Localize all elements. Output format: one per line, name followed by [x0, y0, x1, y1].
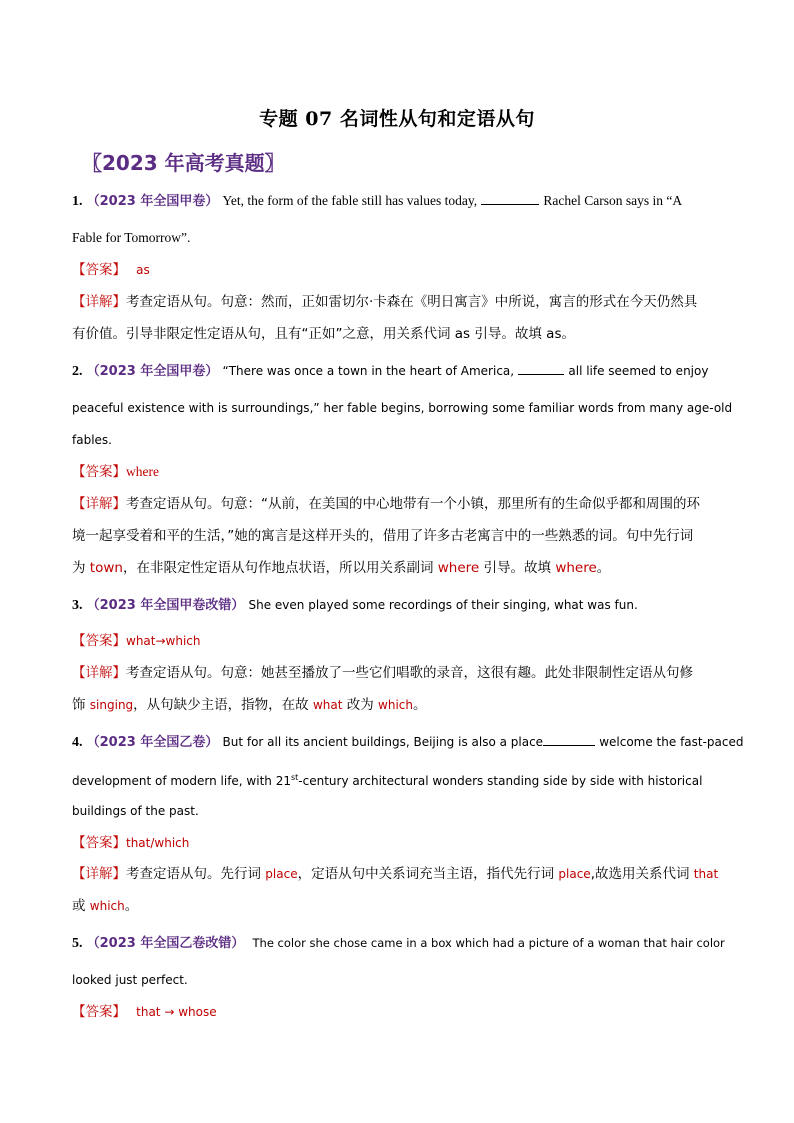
question-number: 3.	[72, 598, 83, 613]
question-source: （2023 年全国乙卷）	[86, 735, 219, 750]
keyword: what	[312, 698, 343, 712]
question-text: development of modern life, with 21	[72, 774, 291, 788]
answer-label: 【答案】	[72, 262, 126, 278]
keyword: place	[265, 867, 298, 881]
question-text: But for all its ancient buildings, Beijing is also a place	[222, 735, 544, 749]
question-text: Yet, the form of the fable still has values today,	[222, 193, 478, 208]
section-header: 〖2023 年高考真题〗	[82, 151, 285, 175]
question-number: 5.	[72, 936, 83, 951]
detail-label: 【详解】	[72, 496, 126, 512]
detail-text: 考查定语从句。句意：她甚至播放了一些它们唱歌的录音，这很有趣。此处非限制性定语从句修	[126, 665, 693, 681]
detail-line	[72, 696, 732, 714]
detail-label: 【详解】	[72, 294, 126, 310]
question-number: 2.	[72, 364, 83, 379]
answer-value: that → whose	[136, 1005, 217, 1019]
detail-line	[72, 495, 732, 513]
keyword: where	[437, 560, 480, 576]
detail-text: ，从句缺少主语，指物，在故	[133, 697, 309, 713]
detail-text: 引导。故填	[483, 560, 552, 576]
question-number: 4.	[72, 735, 83, 750]
detail-label: 【详解】	[72, 866, 126, 882]
page-title: 专题 07 名词性从句和定语从句	[259, 108, 535, 130]
question-number: 1.	[72, 194, 83, 209]
detail-text: 饰	[72, 697, 86, 713]
detail-text: 考查定语从句。句意：然而，正如雷切尔·卡森在《明日寓言》中所说，寓言的形式在今天仍然具	[126, 294, 698, 310]
keyword: which	[378, 698, 414, 712]
keyword: which	[89, 899, 125, 913]
question-source: （2023 年全国乙卷改错）	[86, 936, 245, 951]
keyword: place	[558, 867, 591, 881]
question-text: Rachel Carson says in “A	[543, 193, 683, 208]
question-text: Fable for Tomorrow”.	[72, 230, 191, 245]
detail-text: 有价值。引导非限定性定语从句，且有“正如”之意，用关系代词 as 引导。故填 as。	[72, 326, 575, 342]
detail-text: ，定语从句中关系词充当主语，指代先行词	[297, 866, 555, 882]
answer-value: what→which	[126, 634, 201, 648]
answer-value: where	[126, 464, 159, 479]
superscript: st	[290, 773, 299, 782]
question-3-stem	[72, 596, 732, 615]
question-1-stem	[72, 192, 732, 211]
answer-label: 【答案】	[72, 464, 126, 480]
answer-value: as	[136, 263, 150, 277]
question-text: all life seemed to enjoy	[568, 364, 709, 378]
question-source: （2023 年全国甲卷）	[86, 364, 219, 379]
question-text: She even played some recordings of their singing, what was fun.	[248, 598, 638, 612]
question-text: welcome the fast-paced	[599, 735, 744, 749]
answer-label: 【答案】	[72, 633, 126, 649]
question-2-stem	[72, 362, 732, 381]
detail-text: 或	[72, 898, 86, 914]
detail-text: ，在非限定性定语从句作地点状语，所以用关系副词	[122, 560, 434, 576]
answer-line	[72, 1003, 732, 1022]
question-text: fables.	[72, 433, 112, 447]
detail-line	[72, 897, 732, 915]
question-source: （2023 年全国甲卷改错）	[86, 598, 245, 613]
answer-blank	[543, 733, 595, 746]
answer-line	[72, 261, 732, 280]
detail-text: 。	[124, 898, 139, 914]
detail-text: 。	[596, 560, 611, 576]
keyword: town	[89, 560, 123, 576]
question-5-stem	[72, 934, 732, 953]
keyword: where	[555, 560, 597, 576]
answer-line	[72, 463, 732, 482]
question-text: peaceful existence with is surroundings,” her fable begins, borrowing some familiar words from many age-old	[72, 401, 733, 415]
detail-line	[72, 559, 732, 577]
answer-line	[72, 834, 732, 853]
question-text: buildings of the past.	[72, 804, 199, 818]
question-text-line	[72, 769, 732, 790]
detail-line	[72, 664, 732, 682]
question-text: The color she chose came in a box which had a picture of a woman that hair color	[252, 936, 725, 950]
keyword: that	[693, 867, 719, 881]
detail-text: 改为	[346, 697, 374, 713]
detail-text: 考查定语从句。先行词	[126, 866, 261, 882]
detail-label: 【详解】	[72, 665, 126, 681]
answer-line	[72, 632, 732, 651]
detail-line	[72, 865, 732, 883]
keyword: singing	[89, 698, 134, 712]
answer-label: 【答案】	[72, 835, 126, 851]
answer-label: 【答案】	[72, 1004, 126, 1020]
detail-text: 境一起享受着和平的生活，”她的寓言是这样开头的，借用了许多古老寓言中的一些熟悉的词。句中先行词	[72, 528, 694, 544]
answer-blank	[481, 192, 539, 205]
detail-text: 为	[72, 560, 86, 576]
answer-value: that/which	[126, 836, 190, 850]
answer-blank	[518, 362, 564, 375]
question-source: （2023 年全国甲卷）	[86, 194, 219, 209]
detail-line	[72, 293, 732, 311]
question-text: looked just perfect.	[72, 973, 188, 987]
question-text: “There was once a town in the heart of America,	[222, 364, 515, 378]
detail-text: 考查定语从句。句意：“从前，在美国的中心地带有一个小镇，那里所有的生命似乎都和周围的环	[126, 496, 700, 512]
detail-text: ,故选用关系代词	[590, 866, 690, 882]
detail-text: 。	[413, 697, 427, 713]
question-4-stem	[72, 733, 744, 752]
question-text: -century architectural wonders standing side by side with historical	[298, 774, 703, 788]
